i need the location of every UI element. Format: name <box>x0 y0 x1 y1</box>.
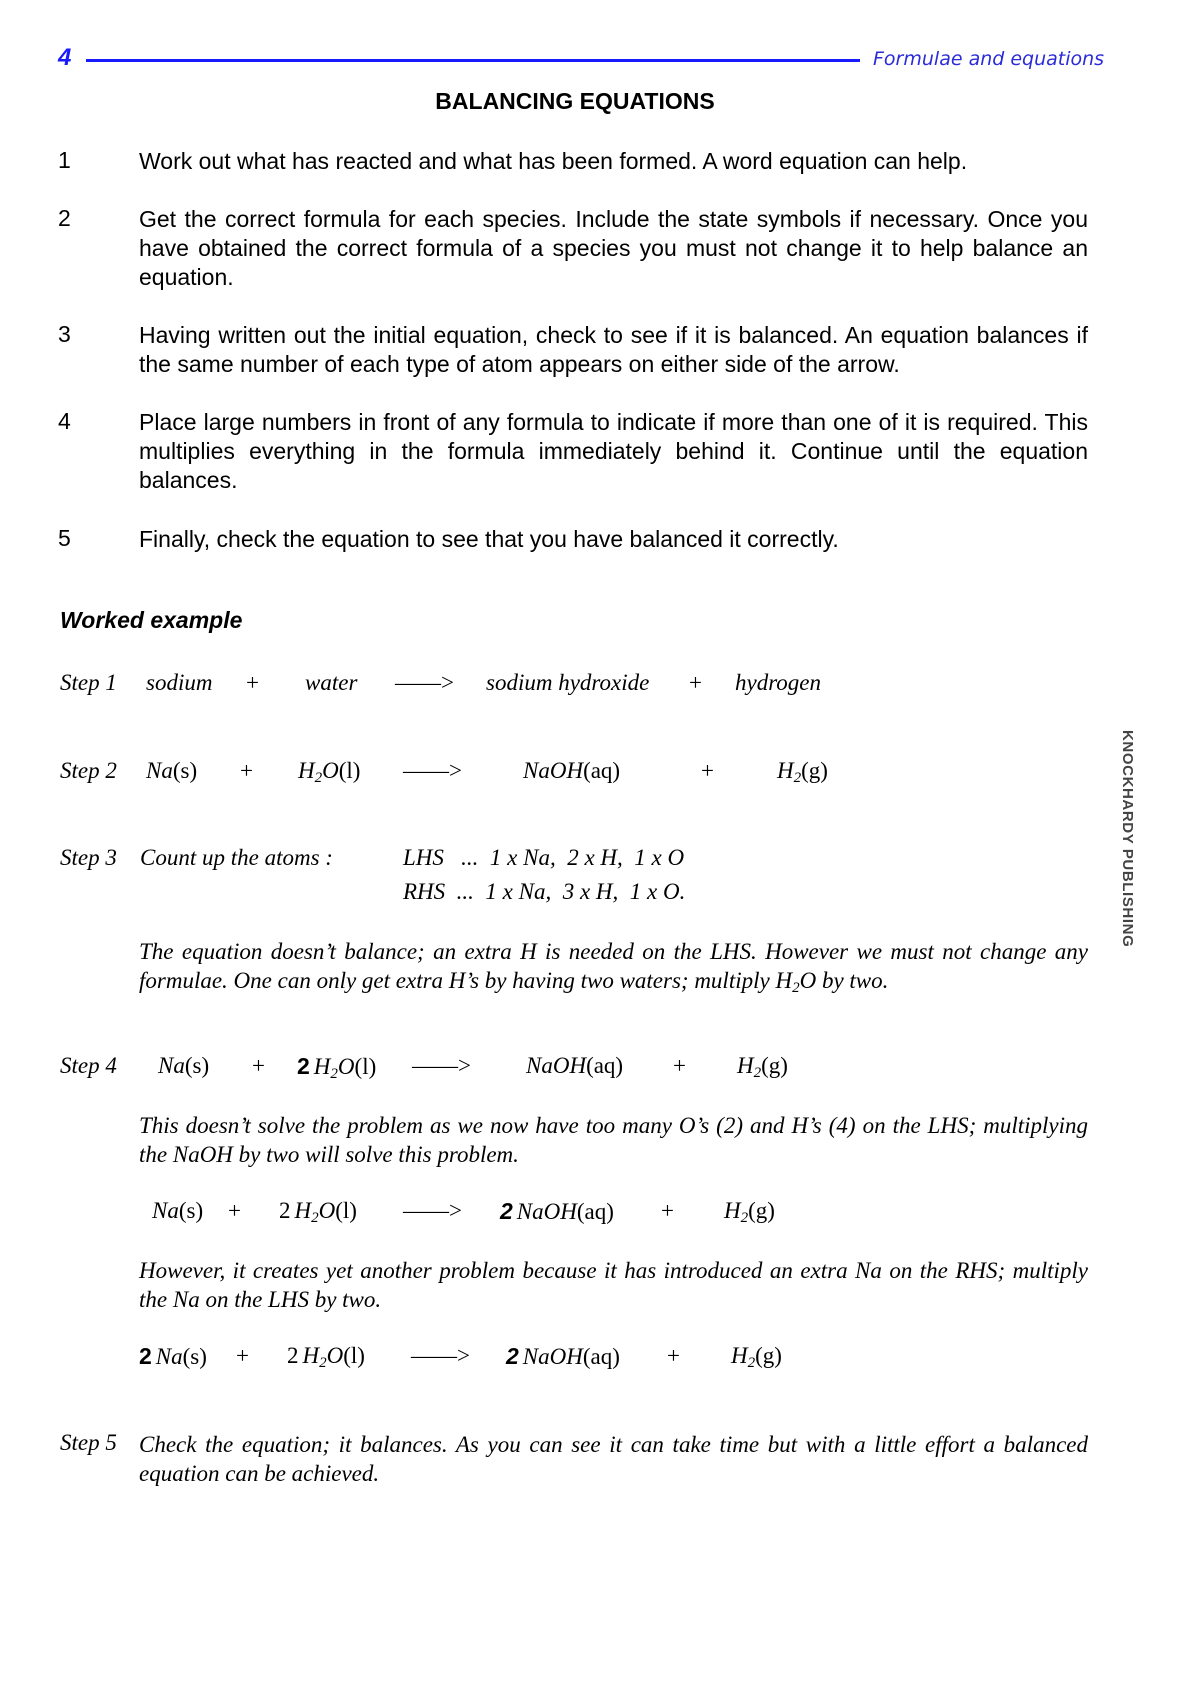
formula-h2: $H_2(g)$ <box>777 758 828 786</box>
step-text-1: Work out what has reacted and what has been formed. A word equation can help. <box>139 148 968 174</box>
page-heading: BALANCING EQUATIONS <box>435 88 715 114</box>
step-text-2: Get the correct formula for each species. Include the state symbols if necessary. Once you have obtained the correct formula of a species you must not change it to help balance an equation. <box>139 206 1088 290</box>
formula-naoh: NaOH(aq) <box>523 758 621 783</box>
plus-sign: + <box>673 1053 686 1078</box>
step-text-3: Having written out the initial equation, check to see if it is balanced. An equation balances if the same number of each type of atom appears on either side of the arrow. <box>139 322 1088 377</box>
formula-naoh: NaOH(aq) <box>526 1053 624 1078</box>
step-number-1: 1 <box>58 147 71 173</box>
lhs-count: LHS ... 1 x Na, 2 x H, 1 x O <box>403 845 685 870</box>
formula-na: Na(s) <box>158 1053 210 1078</box>
formula-h2: $H_2(g)$ <box>737 1053 788 1081</box>
formula-2-naoh: 2 NaOH(aq) <box>506 1343 620 1369</box>
step5-label: Step 5 <box>60 1430 117 1455</box>
publisher-side-text: KNOCKHARDY PUBLISHING <box>1119 730 1136 948</box>
step3-text: Count up the atoms : <box>140 845 333 870</box>
plus-sign: + <box>661 1198 674 1223</box>
formula-h2: $H_2(g)$ <box>731 1343 782 1371</box>
reaction-arrow: ——> <box>411 1343 470 1368</box>
plus-sign: + <box>689 670 702 695</box>
formula-2-water: 2 $H_2O(l)$ <box>297 1053 377 1082</box>
step4-label: Step 4 <box>60 1053 117 1078</box>
header-rule <box>86 59 860 62</box>
formula-na: Na(s) <box>152 1198 204 1223</box>
plus-sign: + <box>236 1343 249 1368</box>
step-number-3: 3 <box>58 321 71 347</box>
formula-water: $H_2O(l)$ <box>298 758 361 786</box>
formula-2-water: 2 $H_2O(l)$ <box>279 1198 357 1226</box>
reactant-sodium: sodium <box>146 670 213 695</box>
explanation-paragraph-1: The equation doesn’t balance; an extra H is needed on the LHS. However we must not change any formulae. One can only get extra H’s by having two waters; multiply $H_2O$ by two. <box>139 939 1088 996</box>
formula-2-na: 2 Na(s) <box>139 1343 207 1369</box>
explanation-paragraph-3: However, it creates yet another problem because it has introduced an extra Na on the RHS; multiply the Na on the LHS by two. <box>139 1258 1088 1312</box>
formula-na: Na(s) <box>146 758 198 783</box>
plus-sign: + <box>246 670 259 695</box>
plus-sign: + <box>228 1198 241 1223</box>
reaction-arrow: ——> <box>403 1198 462 1223</box>
section-title: Formulae and equations <box>873 48 1105 70</box>
worked-example-title: Worked example <box>60 607 243 633</box>
step-text-5: Finally, check the equation to see that you have balanced it correctly. <box>139 526 839 552</box>
step-number-2: 2 <box>58 205 71 231</box>
product-hydrogen: hydrogen <box>735 670 822 695</box>
reaction-arrow: ——> <box>395 670 454 695</box>
formula-2-naoh: 2 NaOH(aq) <box>500 1198 614 1224</box>
product-sodium-hydroxide: sodium hydroxide <box>486 670 650 695</box>
step5-text: Check the equation; it balances. As you can see it can take time but with a little effort a balanced equation can be achieved. <box>139 1432 1088 1486</box>
formula-h2: $H_2(g)$ <box>724 1198 775 1226</box>
plus-sign: + <box>240 758 253 783</box>
step3-label: Step 3 <box>60 845 117 870</box>
step1-label: Step 1 <box>60 670 117 695</box>
rhs-count: RHS ... 1 x Na, 3 x H, 1 x O. <box>403 879 686 904</box>
reactant-water: water <box>305 670 358 695</box>
step-text-4: Place large numbers in front of any formula to indicate if more than one of it is required. This multiplies everything in the formula immediately behind it. Continue until the equation balances. <box>139 409 1088 493</box>
formula-2-water: 2 $H_2O(l)$ <box>287 1343 365 1371</box>
page-number: 4 <box>58 44 72 71</box>
explanation-paragraph-2: This doesn’t solve the problem as we now have too many O’s (2) and H’s (4) on the LHS; multiplying the NaOH by two will solve this problem. <box>139 1113 1088 1167</box>
step-number-4: 4 <box>58 408 71 434</box>
plus-sign: + <box>252 1053 265 1078</box>
step-number-5: 5 <box>58 525 71 551</box>
plus-sign: + <box>667 1343 680 1368</box>
step2-label: Step 2 <box>60 758 117 783</box>
plus-sign: + <box>701 758 714 783</box>
reaction-arrow: ——> <box>403 758 462 783</box>
reaction-arrow: ——> <box>412 1053 471 1078</box>
